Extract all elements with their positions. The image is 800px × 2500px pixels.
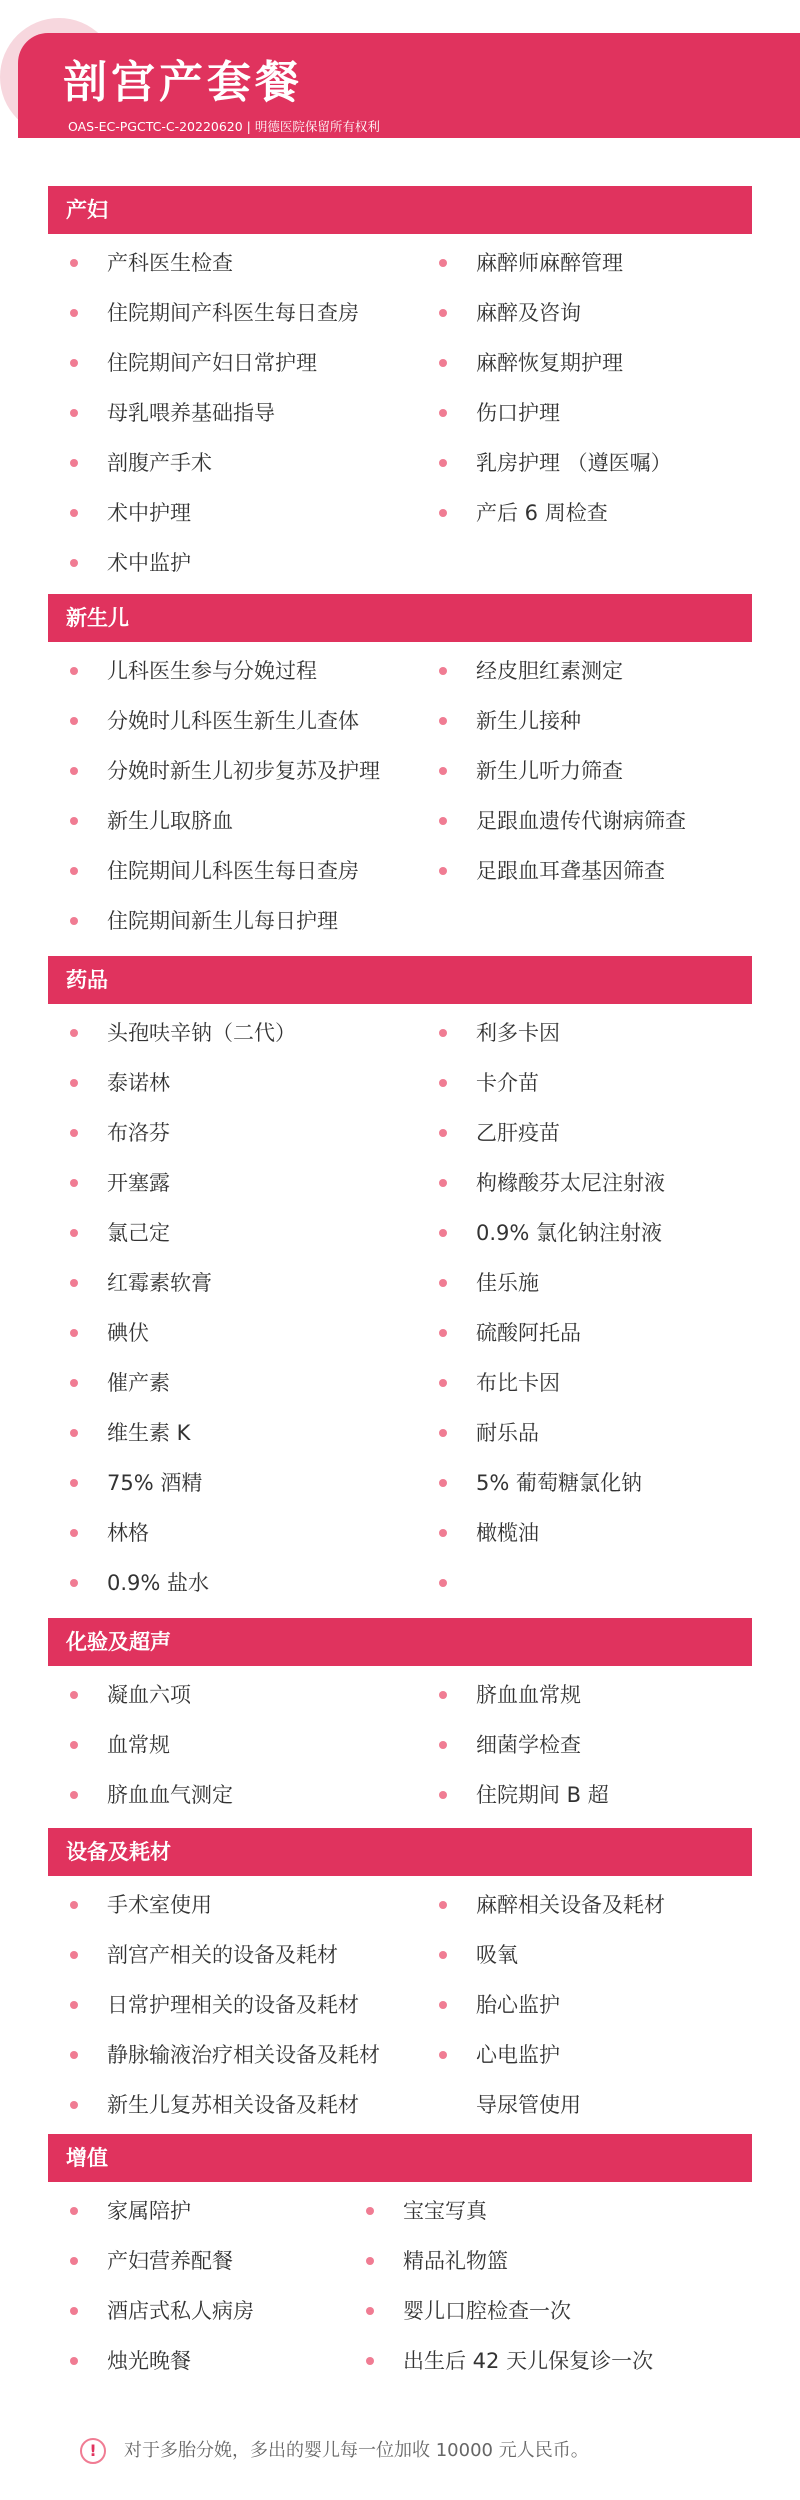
section-title: 新生儿 bbox=[48, 594, 752, 642]
bullet-dot-icon bbox=[70, 2207, 78, 2215]
list-item-label: 烛光晚餐 bbox=[107, 2349, 191, 2373]
section-equipment bbox=[48, 1828, 752, 2117]
bullet-dot-icon bbox=[439, 459, 447, 467]
list-item-label: 细菌学检查 bbox=[476, 1733, 581, 1757]
bullet-dot-icon bbox=[70, 2001, 78, 2009]
list-item-label: 乙肝疫苗 bbox=[476, 1121, 560, 1145]
list-item-label: 酒店式私人病房 bbox=[107, 2299, 254, 2323]
bullet-dot-icon bbox=[70, 1079, 78, 1087]
bullet-dot-icon bbox=[70, 2257, 78, 2265]
bullet-dot-icon bbox=[70, 1691, 78, 1699]
bullet-dot-icon bbox=[70, 1791, 78, 1799]
list-item-label: 家属陪护 bbox=[107, 2199, 191, 2223]
list-item-label: 麻醉恢复期护理 bbox=[476, 351, 623, 375]
list-item-label: 住院期间产妇日常护理 bbox=[107, 351, 317, 375]
list-item-label: 分娩时儿科医生新生儿查体 bbox=[107, 709, 359, 733]
list-item-label: 乳房护理 （遵医嘱） bbox=[476, 451, 672, 475]
section-mother bbox=[48, 186, 752, 575]
bullet-dot-icon bbox=[439, 1529, 447, 1537]
bullet-dot-icon bbox=[366, 2257, 374, 2265]
list-item-label: 新生儿取脐血 bbox=[107, 809, 233, 833]
bullet-dot-icon bbox=[439, 1229, 447, 1237]
bullet-dot-icon bbox=[70, 1741, 78, 1749]
list-item-label: 术中护理 bbox=[107, 501, 191, 525]
bullet-dot-icon bbox=[366, 2207, 374, 2215]
list-item-label: 住院期间儿科医生每日查房 bbox=[107, 859, 359, 883]
bullet-dot-icon bbox=[70, 817, 78, 825]
bullet-dot-icon bbox=[439, 1379, 447, 1387]
list-item-label: 日常护理相关的设备及耗材 bbox=[107, 1993, 359, 2017]
page-header bbox=[0, 0, 800, 145]
bullet-dot-icon bbox=[70, 1529, 78, 1537]
list-item-label: 凝血六项 bbox=[107, 1683, 191, 1707]
section-lab-ultrasound bbox=[48, 1618, 752, 1807]
bullet-dot-icon bbox=[70, 559, 78, 567]
document-code: OAS-EC-PGCTC-C-20220620 | 明德医院保留所有权利 bbox=[68, 119, 380, 134]
bullet-dot-icon bbox=[439, 817, 447, 825]
bullet-dot-icon bbox=[366, 2357, 374, 2365]
list-item-label: 硫酸阿托品 bbox=[476, 1321, 581, 1345]
list-item-label: 静脉输液治疗相关设备及耗材 bbox=[107, 2043, 380, 2067]
list-item-label: 75% 酒精 bbox=[107, 1471, 203, 1495]
bullet-dot-icon bbox=[70, 1229, 78, 1237]
bullet-dot-icon bbox=[439, 1079, 447, 1087]
list-item-label: 新生儿复苏相关设备及耗材 bbox=[107, 2093, 359, 2117]
list-item-label: 麻醉相关设备及耗材 bbox=[476, 1893, 665, 1917]
list-item-label: 0.9% 氯化钠注射液 bbox=[476, 1221, 663, 1245]
list-item-label: 催产素 bbox=[107, 1371, 170, 1395]
list-item-label: 佳乐施 bbox=[476, 1271, 539, 1295]
bullet-dot-icon bbox=[439, 509, 447, 517]
bullet-dot-icon bbox=[70, 2307, 78, 2315]
list-item-label: 住院期间新生儿每日护理 bbox=[107, 909, 338, 933]
list-item-label: 碘伏 bbox=[107, 1321, 149, 1345]
section-title: 化验及超声 bbox=[48, 1618, 752, 1666]
list-item-label: 新生儿接种 bbox=[476, 709, 581, 733]
bullet-dot-icon bbox=[70, 359, 78, 367]
list-item-label: 住院期间 B 超 bbox=[476, 1783, 609, 1807]
list-item-label: 经皮胆红素测定 bbox=[476, 659, 623, 683]
bullet-dot-icon bbox=[70, 1951, 78, 1959]
list-item-label: 头孢呋辛钠（二代） bbox=[107, 1021, 296, 1045]
bullet-dot-icon bbox=[70, 867, 78, 875]
bullet-dot-icon bbox=[439, 1429, 447, 1437]
list-item-label: 麻醉及咨询 bbox=[476, 301, 581, 325]
bullet-dot-icon bbox=[439, 2051, 447, 2059]
bullet-dot-icon bbox=[70, 1901, 78, 1909]
bullet-dot-icon bbox=[439, 2001, 447, 2009]
list-item-label: 产妇营养配餐 bbox=[107, 2249, 233, 2273]
list-item-label: 精品礼物篮 bbox=[403, 2249, 508, 2273]
bullet-dot-icon bbox=[439, 1179, 447, 1187]
bullet-dot-icon bbox=[439, 717, 447, 725]
list-item-label: 产后 6 周检查 bbox=[476, 501, 608, 525]
list-item-label: 脐血血气测定 bbox=[107, 1783, 233, 1807]
bullet-dot-icon bbox=[439, 1279, 447, 1287]
list-item-label: 术中监护 bbox=[107, 551, 191, 575]
list-item-label: 布洛芬 bbox=[107, 1121, 170, 1145]
list-item-label: 利多卡因 bbox=[476, 1021, 560, 1045]
list-item-label: 耐乐品 bbox=[476, 1421, 539, 1445]
bullet-dot-icon bbox=[70, 2101, 78, 2109]
bullet-dot-icon bbox=[366, 2307, 374, 2315]
section-medicine bbox=[48, 956, 752, 1595]
list-item-label: 泰诺林 bbox=[107, 1071, 170, 1095]
list-item-label: 血常规 bbox=[107, 1733, 170, 1757]
bullet-dot-icon bbox=[439, 1029, 447, 1037]
bullet-dot-icon bbox=[70, 2357, 78, 2365]
bullet-dot-icon bbox=[439, 259, 447, 267]
list-item-label: 麻醉师麻醉管理 bbox=[476, 251, 623, 275]
bullet-dot-icon bbox=[70, 717, 78, 725]
list-item-label: 胎心监护 bbox=[476, 1993, 560, 2017]
list-item-label: 住院期间产科医生每日查房 bbox=[107, 301, 359, 325]
bullet-dot-icon bbox=[70, 1379, 78, 1387]
list-item-label: 剖宫产相关的设备及耗材 bbox=[107, 1943, 338, 1967]
bullet-dot-icon bbox=[439, 1951, 447, 1959]
bullet-dot-icon bbox=[439, 1479, 447, 1487]
bullet-dot-icon bbox=[439, 309, 447, 317]
list-item-label: 宝宝写真 bbox=[403, 2199, 487, 2223]
bullet-dot-icon bbox=[439, 1129, 447, 1137]
section-value-added bbox=[48, 2134, 752, 2373]
list-item-label: 剖腹产手术 bbox=[107, 451, 212, 475]
list-item-label: 出生后 42 天儿保复诊一次 bbox=[403, 2349, 654, 2373]
bullet-dot-icon bbox=[70, 509, 78, 517]
bullet-dot-icon bbox=[70, 767, 78, 775]
bullet-dot-icon bbox=[70, 409, 78, 417]
list-item-label: 新生儿听力筛查 bbox=[476, 759, 623, 783]
footer-note-text: 对于多胎分娩，多出的婴儿每一位加收 10000 元人民币。 bbox=[124, 2440, 589, 2461]
list-item-label: 伤口护理 bbox=[476, 401, 560, 425]
bullet-dot-icon bbox=[70, 1479, 78, 1487]
bullet-dot-icon bbox=[70, 1179, 78, 1187]
list-item-label: 母乳喂养基础指导 bbox=[107, 401, 275, 425]
section-title: 增值 bbox=[48, 2134, 752, 2182]
bullet-dot-icon bbox=[439, 1741, 447, 1749]
list-item-label: 红霉素软膏 bbox=[107, 1271, 212, 1295]
section-title: 设备及耗材 bbox=[48, 1828, 752, 1876]
bullet-dot-icon bbox=[439, 767, 447, 775]
list-item-label: 脐血血常规 bbox=[476, 1683, 581, 1707]
bullet-dot-icon bbox=[70, 1279, 78, 1287]
list-item-label: 卡介苗 bbox=[476, 1071, 539, 1095]
bullet-dot-icon bbox=[70, 1429, 78, 1437]
bullet-dot-icon bbox=[70, 1029, 78, 1037]
bullet-dot-icon bbox=[439, 409, 447, 417]
bullet-dot-icon bbox=[439, 667, 447, 675]
list-item-label: 开塞露 bbox=[107, 1171, 170, 1195]
list-item-label: 林格 bbox=[107, 1521, 149, 1545]
list-item-label: 导尿管使用 bbox=[476, 2093, 581, 2117]
bullet-dot-icon bbox=[439, 867, 447, 875]
list-item-label: 足跟血耳聋基因筛查 bbox=[476, 859, 665, 883]
bullet-dot-icon bbox=[70, 259, 78, 267]
list-item-label: 5% 葡萄糖氯化钠 bbox=[476, 1471, 642, 1495]
list-item-label: 橄榄油 bbox=[476, 1521, 539, 1545]
page-title: 剖宫产套餐 bbox=[63, 57, 303, 108]
bullet-dot-icon bbox=[70, 2051, 78, 2059]
list-item-label: 0.9% 盐水 bbox=[107, 1571, 210, 1595]
list-item-label: 儿科医生参与分娩过程 bbox=[107, 659, 317, 683]
bullet-dot-icon bbox=[439, 1691, 447, 1699]
list-item-label: 产科医生检查 bbox=[107, 251, 233, 275]
list-item-label: 吸氧 bbox=[476, 1943, 518, 1967]
bullet-dot-icon bbox=[70, 917, 78, 925]
bullet-dot-icon bbox=[70, 309, 78, 317]
list-item-label: 布比卡因 bbox=[476, 1371, 560, 1395]
section-title: 药品 bbox=[48, 956, 752, 1004]
bullet-dot-icon bbox=[439, 359, 447, 367]
bullet-dot-icon bbox=[439, 1329, 447, 1337]
section-title: 产妇 bbox=[48, 186, 752, 234]
bullet-dot-icon bbox=[439, 1791, 447, 1799]
bullet-dot-icon bbox=[70, 459, 78, 467]
list-item-label: 心电监护 bbox=[476, 2043, 560, 2067]
list-item-label: 枸橼酸芬太尼注射液 bbox=[476, 1171, 665, 1195]
bullet-dot-icon bbox=[70, 1579, 78, 1587]
bullet-dot-icon bbox=[70, 667, 78, 675]
bullet-dot-icon bbox=[70, 1329, 78, 1337]
list-item-label: 足跟血遗传代谢病筛查 bbox=[476, 809, 686, 833]
bullet-dot-icon bbox=[439, 1579, 447, 1587]
list-item-label: 分娩时新生儿初步复苏及护理 bbox=[107, 759, 380, 783]
warning-icon: ! bbox=[80, 2438, 106, 2464]
list-item-label: 手术室使用 bbox=[107, 1893, 212, 1917]
footer-note bbox=[80, 2434, 720, 2470]
bullet-dot-icon bbox=[70, 1129, 78, 1137]
bullet-dot-icon bbox=[439, 1901, 447, 1909]
list-item-label: 维生素 K bbox=[107, 1421, 191, 1445]
section-newborn bbox=[48, 594, 752, 933]
list-item-label: 婴儿口腔检查一次 bbox=[403, 2299, 571, 2323]
list-item-label: 氯己定 bbox=[107, 1221, 170, 1245]
